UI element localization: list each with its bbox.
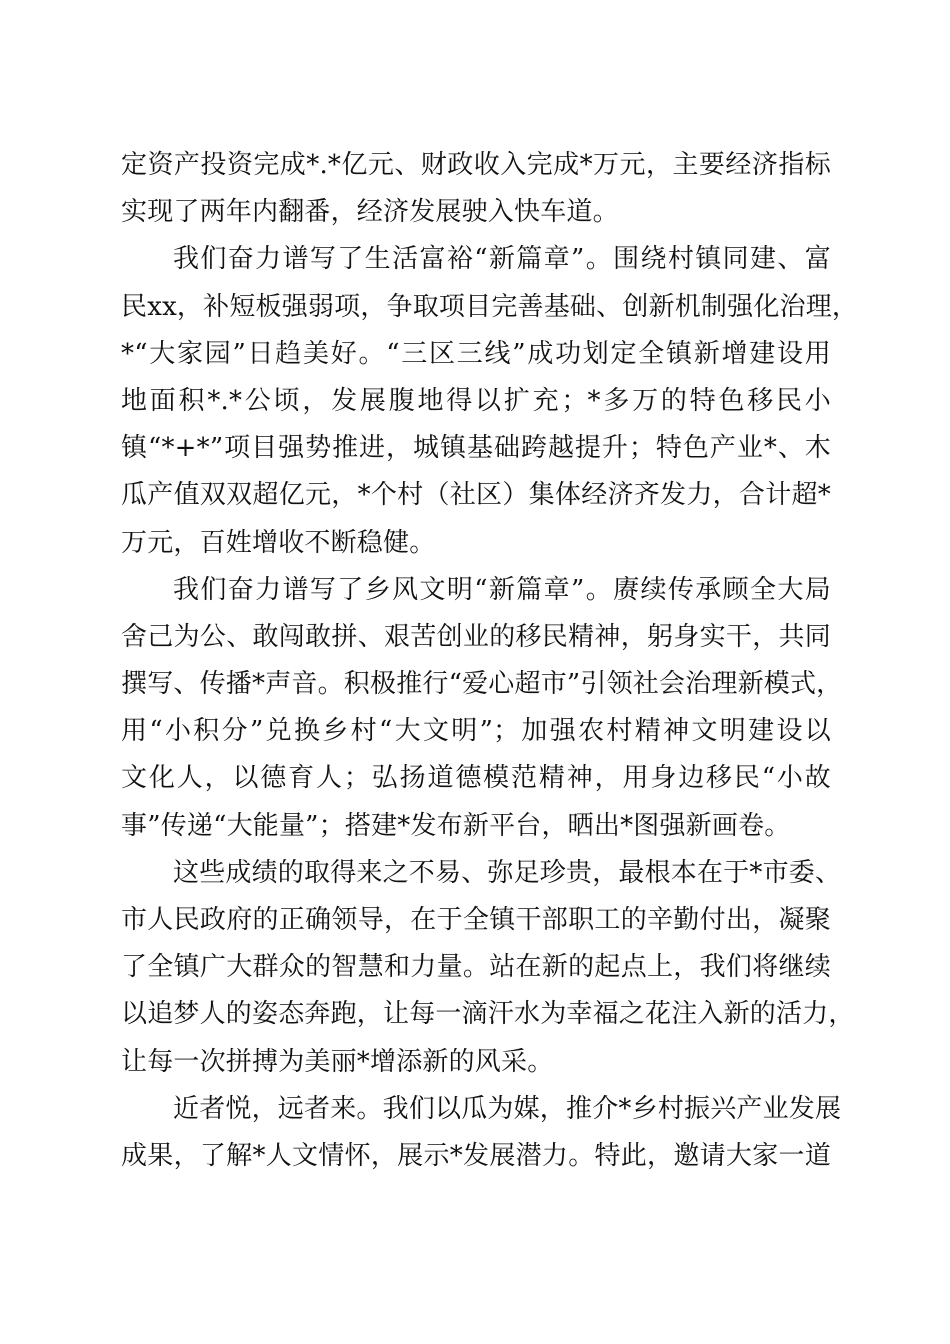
text-line: 近者悦，远者来。我们以瓜为媒，推介*乡村振兴产业发展 bbox=[173, 1093, 842, 1124]
text-line: 这些成绩的取得来之不易、弥足珍贵，最根本在于*市委、 bbox=[173, 857, 842, 888]
text-line: 舍己为公、敢闯敢拼、艰苦创业的移民精神，躬身实干，共同 bbox=[121, 621, 831, 652]
text-line: 民xx，补短板强弱项，争取项目完善基础、创新机制强化治理， bbox=[121, 291, 859, 322]
text-line: 我们奋力谱写了乡风文明“新篇章”。赓续传承顾全大局 bbox=[173, 574, 831, 605]
text-line: 了全镇广大群众的智慧和力量。站在新的起点上，我们将继续 bbox=[121, 952, 831, 983]
text-line: 我们奋力谱写了生活富裕“新篇章”。围绕村镇同建、富 bbox=[173, 244, 831, 275]
text-line: 定资产投资完成*.*亿元、财政收入完成*万元，主要经济指标 bbox=[121, 150, 831, 180]
paragraph bbox=[121, 142, 831, 236]
paragraph bbox=[121, 850, 855, 1086]
text-line: 地面积*.*公顷，发展腹地得以扩充；*多万的特色移民小 bbox=[121, 385, 831, 416]
paragraph bbox=[121, 567, 843, 850]
document-body bbox=[121, 142, 859, 1180]
text-line: 瓜产值双双超亿元，*个村（社区）集体经济齐发力，合计超* bbox=[121, 480, 831, 511]
text-line: 万元，百姓增收不断稳健。 bbox=[121, 527, 436, 558]
text-line: 事”传递“大能量”；搭建*发布新平台，晒出*图强新画卷。 bbox=[121, 810, 791, 841]
paragraph bbox=[121, 236, 859, 566]
text-line: *“大家园”日趋美好。“三区三线”成功划定全镇新增建设用 bbox=[121, 338, 831, 369]
text-line: 实现了两年内翻番，经济发展驶入快车道。 bbox=[121, 197, 619, 228]
text-line: 成果，了解*人文情怀，展示*发展潜力。特此，邀请大家一道 bbox=[121, 1140, 831, 1171]
text-line: 镇“*+*”项目强势推进，城镇基础跨越提升；特色产业*、木 bbox=[121, 433, 831, 464]
text-line: 让每一次拼搏为美丽*增添新的风采。 bbox=[121, 1046, 554, 1077]
text-line: 市人民政府的正确领导，在于全镇干部职工的辛勤付出，凝聚 bbox=[121, 905, 831, 935]
text-line: 撰写、传播*声音。积极推行“爱心超市”引领社会治理新模式， bbox=[121, 669, 843, 700]
text-line: 以追梦人的姿态奔跑，让每一滴汗水为幸福之花注入新的活力， bbox=[121, 999, 855, 1030]
text-line: 用“小积分”兑换乡村“大文明”；加强农村精神文明建设以 bbox=[121, 716, 831, 747]
text-line: 文化人，以德育人；弘扬道德模范精神，用身边移民“小故 bbox=[121, 763, 831, 794]
paragraph bbox=[121, 1086, 842, 1180]
